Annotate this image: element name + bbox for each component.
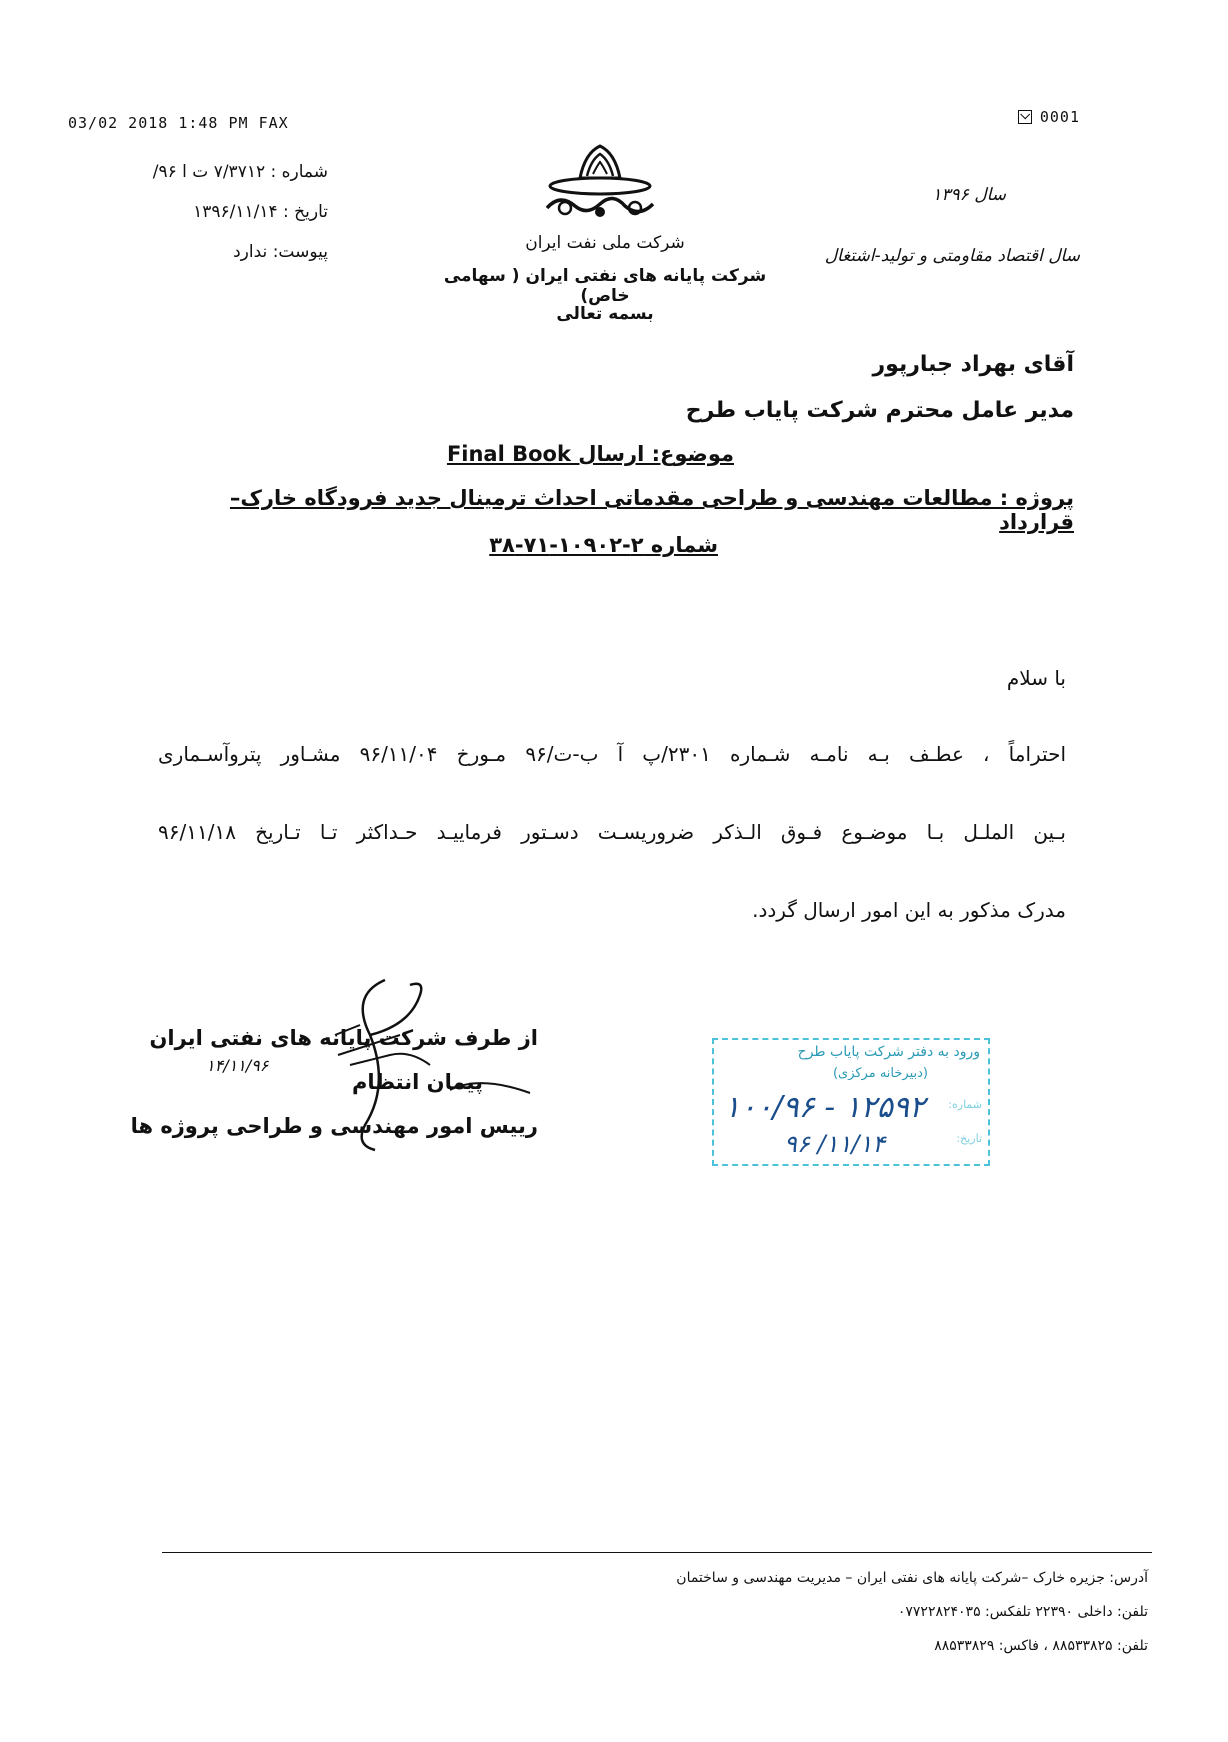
project-line-1: پروژه : مطالعات مهندسی و طراحی مقدماتی احداث ترمینال جدید فرودگاه خارک– قرارداد <box>229 486 1074 534</box>
letter-attachment <box>78 242 328 262</box>
receipt-stamp <box>712 1038 990 1166</box>
company-name-1: شرکت ملی نفت ایران <box>525 233 685 253</box>
recipient-title: مدیر عامل محترم شرکت پایاب طرح <box>685 398 1074 423</box>
fax-header: 03/02 2018 1:48 PM FAX <box>68 114 289 132</box>
year-slogan: سال ۱۳۹۶ <box>932 185 1006 205</box>
recipient-name: آقای بهراد جبارپور <box>872 352 1074 377</box>
signature-org: از طرف شرکت پایانه های نفتی ایران <box>149 1026 538 1050</box>
year-motto: سال اقتصاد مقاومتی و تولید-اشتغال <box>824 246 1080 266</box>
letter-number-label: شماره : <box>270 162 328 182</box>
footer-divider <box>162 1552 1152 1553</box>
body-line-2: بـین الملـل بـا موضـوع فـوق الـذکر ضروریسـت دسـتور فرماییـد حـداکثر تـا تـاریخ ۹۶/۱۱/۱۸ <box>158 820 1066 844</box>
company-name-2: شرکت پایانه های نفتی ایران ( سهامی خاص) <box>443 266 767 306</box>
letter-attachment-value: ندارد <box>233 242 268 262</box>
footer-address: آدرس: جزیره خارک –شرکت پایانه های نفتی ایران – مدیریت مهندسی و ساختمان <box>676 1570 1148 1586</box>
invocation: بسمه تعالی <box>556 304 654 324</box>
signature-title: رییس امور مهندسی و طراحی پروژه ها <box>130 1114 538 1138</box>
nioc-logo-icon <box>535 138 665 228</box>
handwritten-signature <box>330 975 540 1155</box>
stamp-date-value: ۹۶ /۱۱/۱۴ <box>784 1130 886 1158</box>
signature-name: پیمان انتظام <box>351 1070 483 1094</box>
letter-date <box>78 202 328 222</box>
project-line-2: شماره ۲-۱۰۹۰۲-۷۱-۳۸ <box>489 533 718 557</box>
body-line-3: مدرک مذکور به این امور ارسال گردد. <box>752 898 1066 922</box>
stamp-number-label: شماره: <box>948 1098 982 1111</box>
stamp-subtitle: (دبیرخانه مرکزی) <box>832 1066 928 1081</box>
footer-phone-1: تلفن: داخلی ۲۲۳۹۰ تلفکس: ۰۷۷۲۲۸۲۴۰۳۵ <box>897 1604 1148 1620</box>
letter-attachment-label: پیوست: <box>272 242 328 262</box>
handwritten-date: ۱۴/۱۱/۹۶ <box>206 1056 269 1075</box>
stamp-date-label: تاریخ: <box>956 1132 982 1145</box>
letter-date-value: ۱۳۹۶/۱۱/۱۴ <box>193 202 278 222</box>
stamp-title: ورود به دفتر شرکت پایاب طرح <box>797 1044 980 1060</box>
footer-phone-2: تلفن: ۸۸۵۳۳۸۲۵ ، فاکس: ۸۸۵۳۳۸۲۹ <box>934 1638 1148 1654</box>
checkbox-icon <box>1018 110 1032 124</box>
fax-page-number <box>1018 108 1080 126</box>
subject-line: موضوع: ارسال Final Book <box>446 442 734 466</box>
body-line-1: احتراماً ، عطـف بـه نامـه شـماره ۲۳۰۱/پ آ ب-ت/۹۶ مـورخ ۹۶/۱۱/۰۴ مشـاور پتروآسـماری <box>158 742 1067 766</box>
fax-page-value: 0001 <box>1039 108 1080 126</box>
letter-number <box>78 162 328 182</box>
letter-date-label: تاریخ : <box>283 202 328 222</box>
greeting: با سلام <box>1006 666 1066 690</box>
letter-number-value: ۷/۳۷۱۲ ت ا ۹۶/ <box>152 162 266 182</box>
stamp-number-value: ۱۰۰/۹۶ - ۱۲۵۹۲ <box>724 1090 926 1125</box>
